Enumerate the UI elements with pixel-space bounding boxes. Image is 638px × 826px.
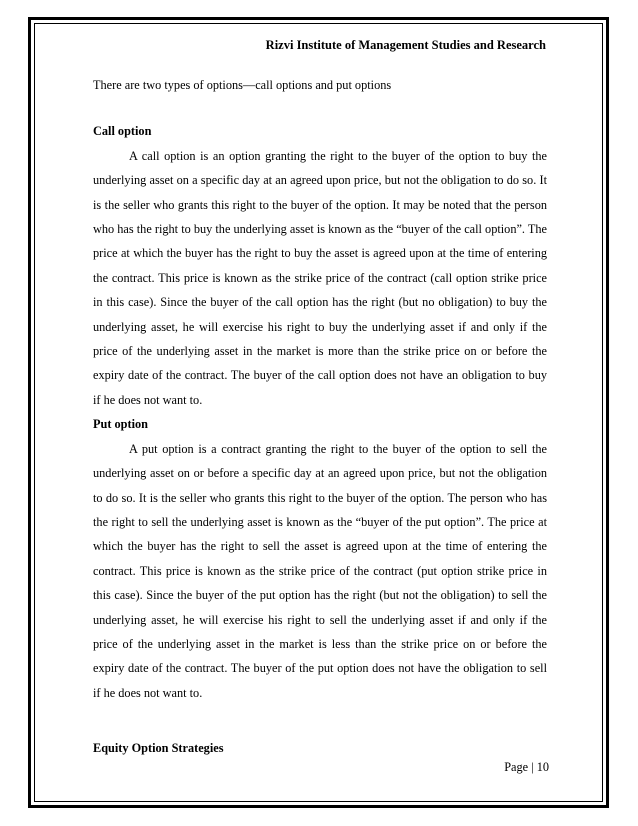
section-heading-call-option: Call option	[93, 124, 152, 139]
section-heading-put-option: Put option	[93, 417, 149, 432]
section-body-call-option: A call option is an option granting the right to the buyer of the option to buy the underlying asset on a specific day at an agreed upon price, but not the obligation to do so. It is the seller who grants this right to the buyer of the option. It may be noted that the person who has the right to buy the underlying asset is known as the “buyer of the call option”. The price at which the buyer has the right to buy the asset is agreed upon at the time of entering the contract. This price is known as the strike price of the contract (call option strike price in this case). Since the buyer of the call option has the right (but no obligation) to buy the underlying asset, he will exercise his right to buy the underlying asset if and only if the price of the underlying asset in the market is more than the strike price on or before the expiry date of the contract. The buyer of the call option does not have an obligation to buy if he does not want to.	[93, 148, 547, 407]
section-body-put-option: A put option is a contract granting the right to the buyer of the option to sell the underlying asset on or before a specific day at an agreed upon price, but not the obligation to do so. It is the seller who grants this right to the buyer of the option. The person who has the right to sell the underlying asset is known as the “buyer of the put option”. The price at which the buyer has the right to sell the asset is agreed upon at the time of entering the contract. This price is known as the strike price of the contract (put option strike price in this case). Since the buyer of the put option has the right (but not the obligation) to sell the underlying asset, he will exercise his right to sell the underlying asset if and only if the price of the underlying asset in the market is less than the strike price on or before the expiry date of the contract. The buyer of the put option does not have the obligation to sell if he does not want to.	[93, 441, 547, 700]
document-body	[93, 73, 547, 705]
page-number: Page | 10	[504, 760, 549, 774]
intro-text: There are two types of options—call options and put options	[93, 78, 392, 92]
page-header-title: Rizvi Institute of Management Studies and Research	[265, 38, 546, 52]
next-section-title: Equity Option Strategies	[93, 741, 224, 755]
